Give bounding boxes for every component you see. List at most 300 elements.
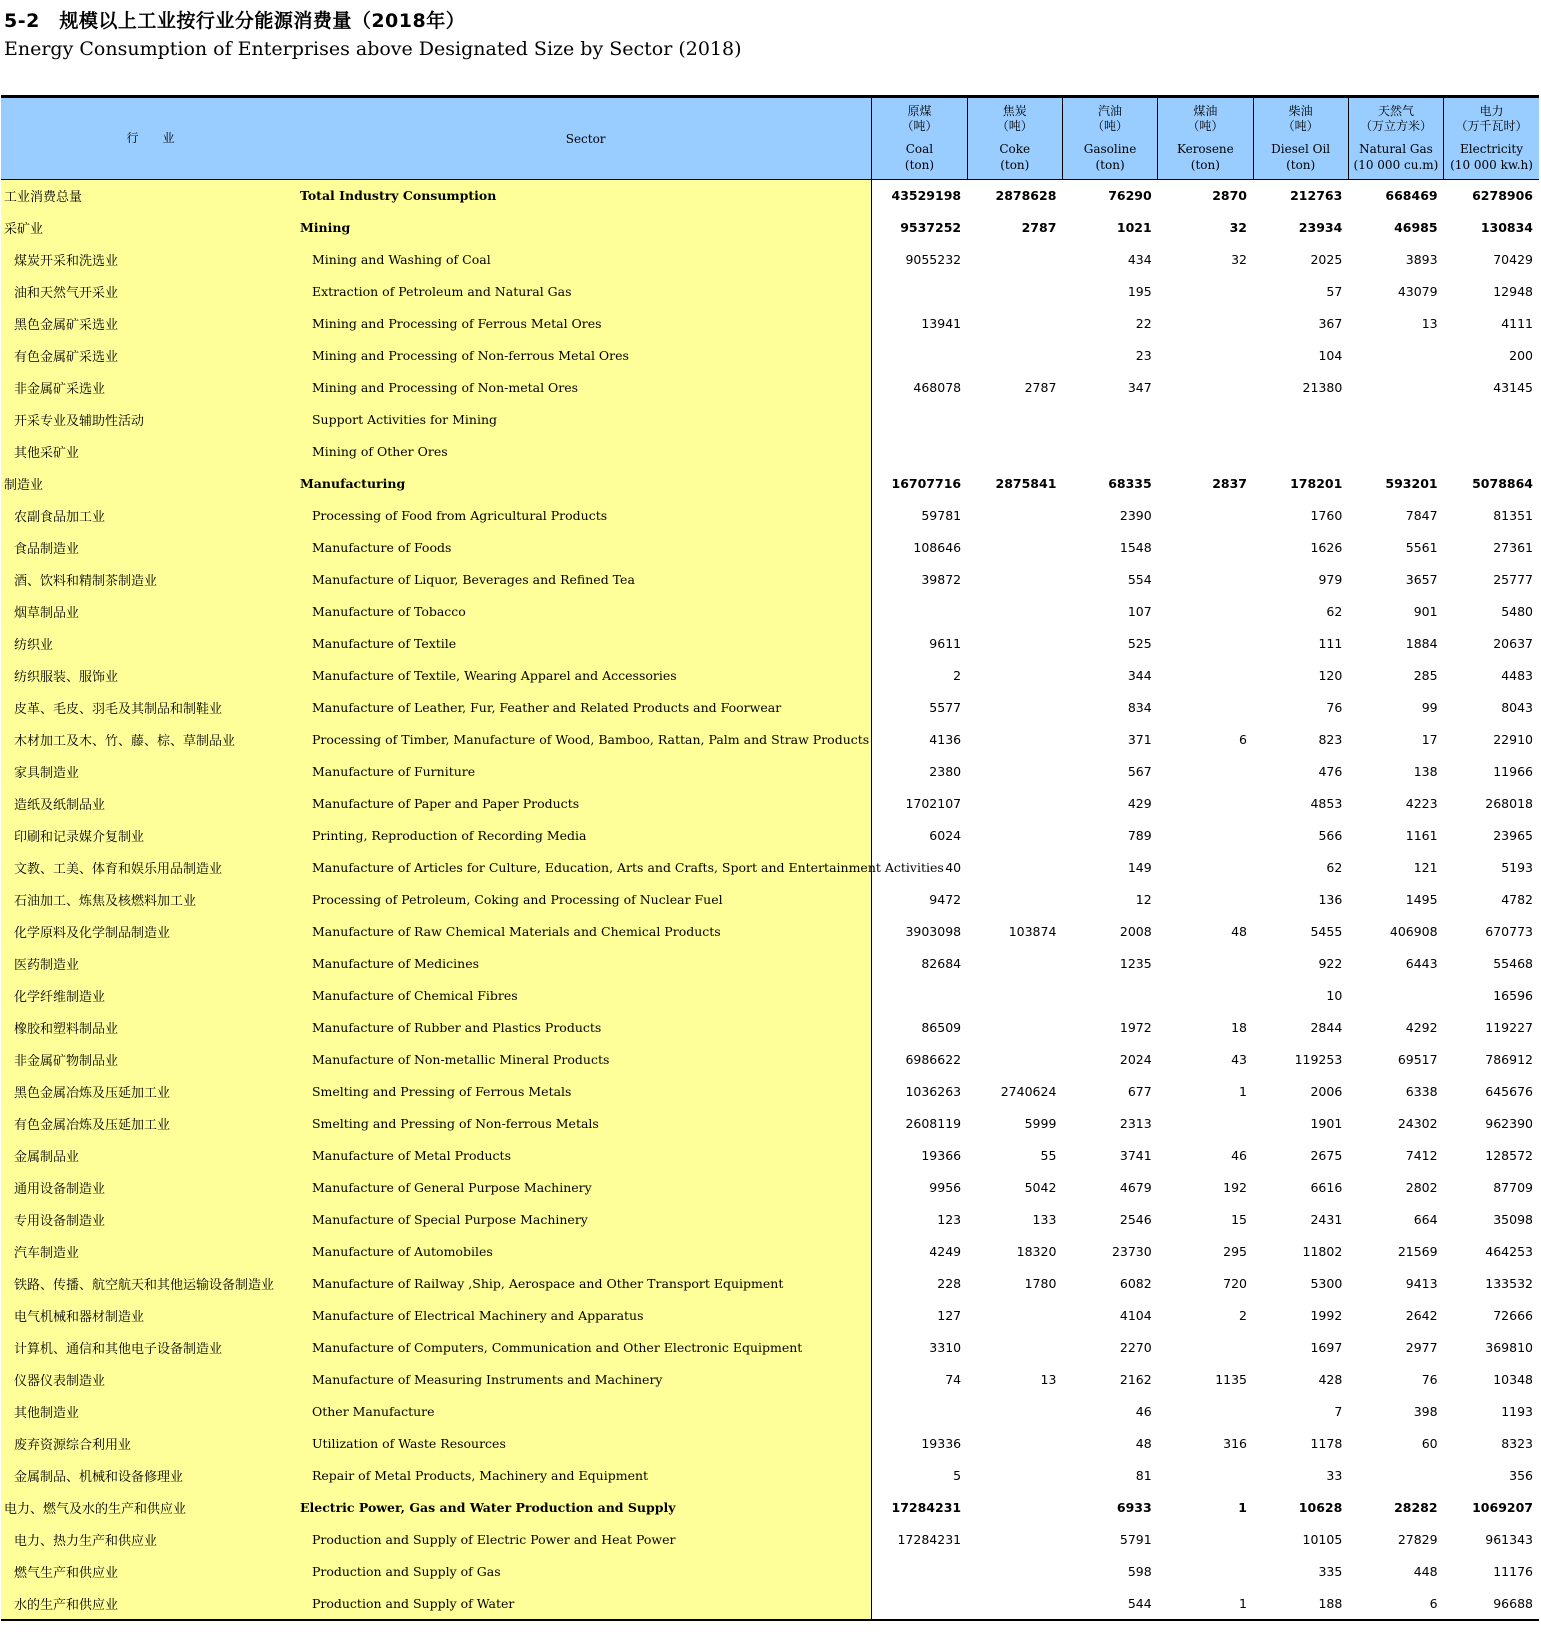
natural-gas-value: 21569 <box>1397 1244 1438 1259</box>
natural-gas-value <box>1348 340 1443 372</box>
gasoline-value: 434 <box>1127 252 1152 267</box>
sector-name-en: Manufacture of Furniture <box>300 756 872 788</box>
gasoline-value: 4104 <box>1119 1308 1152 1323</box>
gasoline-value: 2313 <box>1119 1116 1152 1131</box>
table-row <box>1 692 1539 724</box>
gasoline-value: 429 <box>1127 796 1152 811</box>
table-row <box>1 884 1539 916</box>
gasoline-value: 149 <box>1127 860 1152 875</box>
natural-gas-value: 5561 <box>1405 540 1438 555</box>
sector-name-cn: 酒、饮料和精制茶制造业 <box>1 564 300 596</box>
table-row <box>1 212 1539 244</box>
electricity-value: 10348 <box>1493 1372 1533 1387</box>
sector-name-cn: 纺织服装、服饰业 <box>1 660 300 692</box>
electricity-value: 43145 <box>1493 380 1533 395</box>
coke-value <box>967 692 1062 724</box>
table-row <box>1 1492 1539 1524</box>
natural-gas-value: 43079 <box>1397 284 1438 299</box>
kerosene-value: 316 <box>1223 1436 1247 1451</box>
coal-value: 6986622 <box>905 1052 962 1067</box>
diesel-oil-value: 2006 <box>1310 1084 1343 1099</box>
electricity-value: 11966 <box>1493 764 1533 779</box>
sector-name-en: Extraction of Petroleum and Natural Gas <box>300 276 872 308</box>
natural-gas-value: 28282 <box>1394 1500 1438 1515</box>
gasoline-value: 1972 <box>1119 1020 1152 1035</box>
sector-name-en: Manufacture of Textile, Wearing Apparel and Accessories <box>300 660 872 692</box>
kerosene-value <box>1158 276 1253 308</box>
sector-name-cn: 化学纤维制造业 <box>1 980 300 1012</box>
coal-value <box>872 1588 967 1620</box>
table-row <box>1 1460 1539 1492</box>
coke-value <box>967 276 1062 308</box>
kerosene-value <box>1158 820 1253 852</box>
coal-value: 1702107 <box>905 796 962 811</box>
electricity-value: 200 <box>1509 348 1533 363</box>
electricity-value: 6278906 <box>1472 188 1533 204</box>
natural-gas-value <box>1348 372 1443 404</box>
header-kerosene: 煤油 （吨） Kerosene (ton) <box>1158 97 1253 180</box>
sector-name-en: Smelting and Pressing of Ferrous Metals <box>300 1076 872 1108</box>
diesel-oil-value: 476 <box>1318 764 1343 779</box>
electricity-value: 8323 <box>1501 1436 1533 1451</box>
natural-gas-value: 3657 <box>1405 572 1438 587</box>
coal-value: 108646 <box>913 540 962 555</box>
table-row <box>1 1108 1539 1140</box>
table-row <box>1 724 1539 756</box>
natural-gas-value: 69517 <box>1397 1052 1438 1067</box>
sector-name-en: Manufacture of Foods <box>300 532 872 564</box>
sector-name-en: Manufacture of Electrical Machinery and Apparatus <box>300 1300 872 1332</box>
electricity-value: 464253 <box>1485 1244 1533 1259</box>
natural-gas-value: 2642 <box>1405 1308 1438 1323</box>
coal-value <box>872 1556 967 1588</box>
coke-value: 2875841 <box>995 476 1057 491</box>
gasoline-value: 6933 <box>1116 1500 1152 1515</box>
coal-value: 74 <box>945 1372 962 1387</box>
sector-name-cn: 黑色金属矿采选业 <box>1 308 300 340</box>
kerosene-value <box>1158 884 1253 916</box>
electricity-value: 22910 <box>1493 732 1533 747</box>
coal-value: 3310 <box>929 1340 962 1355</box>
gasoline-value: 554 <box>1127 572 1152 587</box>
sector-name-cn: 电气机械和器材制造业 <box>1 1300 300 1332</box>
natural-gas-value: 664 <box>1413 1212 1438 1227</box>
electricity-value: 1069207 <box>1472 1500 1533 1515</box>
kerosene-value <box>1158 1108 1253 1140</box>
diesel-oil-value: 335 <box>1318 1564 1343 1579</box>
sector-name-cn: 煤炭开采和洗选业 <box>1 244 300 276</box>
table-row <box>1 180 1539 212</box>
natural-gas-value: 3893 <box>1405 252 1438 267</box>
sector-name-en: Manufacture of Textile <box>300 628 872 660</box>
coal-value: 3903098 <box>905 924 962 939</box>
coke-value <box>967 1396 1062 1428</box>
table-row <box>1 532 1539 564</box>
table-row <box>1 1140 1539 1172</box>
electricity-value: 70429 <box>1493 252 1533 267</box>
sector-name-cn: 专用设备制造业 <box>1 1204 300 1236</box>
kerosene-value <box>1158 1556 1253 1588</box>
table-row <box>1 244 1539 276</box>
gasoline-value <box>1062 436 1157 468</box>
table-row <box>1 1044 1539 1076</box>
diesel-oil-value <box>1253 404 1348 436</box>
coke-value <box>967 820 1062 852</box>
natural-gas-value: 7847 <box>1405 508 1438 523</box>
gasoline-value: 46 <box>1135 1404 1152 1419</box>
coal-value: 9537252 <box>900 220 962 235</box>
diesel-oil-value: 5455 <box>1310 924 1343 939</box>
coal-value: 17284231 <box>891 1500 962 1515</box>
electricity-value: 4483 <box>1501 668 1533 683</box>
coal-value: 9472 <box>929 892 962 907</box>
gasoline-value: 344 <box>1127 668 1152 683</box>
diesel-oil-value: 76 <box>1326 700 1343 715</box>
diesel-oil-value: 5300 <box>1310 1276 1343 1291</box>
table-row <box>1 596 1539 628</box>
electricity-value: 4111 <box>1501 316 1533 331</box>
sector-name-en: Processing of Petroleum, Coking and Processing of Nuclear Fuel <box>300 884 872 916</box>
sector-name-en: Manufacture of Raw Chemical Materials and Chemical Products <box>300 916 872 948</box>
kerosene-value <box>1158 404 1253 436</box>
sector-name-en: Processing of Food from Agricultural Products <box>300 500 872 532</box>
coal-value: 43529198 <box>891 188 962 204</box>
electricity-value: 23965 <box>1493 828 1533 843</box>
electricity-value: 8043 <box>1501 700 1533 715</box>
natural-gas-value: 7412 <box>1405 1148 1438 1163</box>
sector-name-cn: 电力、热力生产和供应业 <box>1 1524 300 1556</box>
table-row <box>1 1556 1539 1588</box>
sector-name-cn: 化学原料及化学制品制造业 <box>1 916 300 948</box>
kerosene-value: 192 <box>1223 1180 1247 1195</box>
sector-name-en: Manufacture of Leather, Fur, Feather and Related Products and Foorwear <box>300 692 872 724</box>
natural-gas-value: 448 <box>1413 1564 1438 1579</box>
natural-gas-value: 6 <box>1429 1595 1438 1611</box>
sector-name-cn: 废弃资源综合利用业 <box>1 1428 300 1460</box>
diesel-oil-value: 823 <box>1318 732 1343 747</box>
coke-value <box>967 756 1062 788</box>
sector-name-cn: 金属制品业 <box>1 1140 300 1172</box>
coke-value: 13 <box>1040 1372 1057 1387</box>
sector-name-en: Manufacture of Rubber and Plastics Products <box>300 1012 872 1044</box>
kerosene-value <box>1158 756 1253 788</box>
coal-value: 6024 <box>929 828 962 843</box>
coal-value: 2380 <box>929 764 962 779</box>
electricity-value: 87709 <box>1493 1180 1533 1195</box>
kerosene-value: 2 <box>1239 1308 1247 1323</box>
diesel-oil-value: 212763 <box>1290 188 1343 204</box>
diesel-oil-value: 10 <box>1326 988 1343 1003</box>
diesel-oil-value: 2675 <box>1310 1148 1343 1163</box>
sector-name-cn: 其他制造业 <box>1 1396 300 1428</box>
diesel-oil-value: 104 <box>1318 348 1343 363</box>
table-row <box>1 500 1539 532</box>
coal-value: 82684 <box>921 956 962 971</box>
gasoline-value: 4679 <box>1119 1180 1152 1195</box>
electricity-value: 128572 <box>1485 1148 1533 1163</box>
header-diesel-oil: 柴油 （吨） Diesel Oil (ton) <box>1253 97 1348 180</box>
sector-name-cn: 纺织业 <box>1 628 300 660</box>
electricity-value: 81351 <box>1493 508 1533 523</box>
coke-value <box>967 1332 1062 1364</box>
gasoline-value: 12 <box>1135 892 1152 907</box>
kerosene-value <box>1158 1524 1253 1556</box>
sector-name-en: Repair of Metal Products, Machinery and Equipment <box>300 1460 872 1492</box>
electricity-value: 645676 <box>1485 1084 1533 1099</box>
electricity-value: 356 <box>1509 1468 1533 1483</box>
diesel-oil-value: 1697 <box>1310 1340 1343 1355</box>
sector-name-en: Manufacture of Computers, Communication and Other Electronic Equipment <box>300 1332 872 1364</box>
electricity-value: 72666 <box>1493 1308 1533 1323</box>
energy-consumption-table <box>1 95 1539 1621</box>
coal-value: 9611 <box>929 636 962 651</box>
coke-value: 2787 <box>1021 220 1057 235</box>
sector-name-cn: 文教、工美、体育和娱乐用品制造业 <box>1 852 300 884</box>
kerosene-value <box>1158 308 1253 340</box>
natural-gas-value: 1884 <box>1405 636 1438 651</box>
diesel-oil-value: 1178 <box>1310 1436 1343 1451</box>
electricity-value: 268018 <box>1485 796 1533 811</box>
coal-value <box>872 404 967 436</box>
natural-gas-value: 1161 <box>1405 828 1438 843</box>
electricity-value <box>1444 436 1539 468</box>
sector-name-cn: 其他采矿业 <box>1 436 300 468</box>
table-row <box>1 1268 1539 1300</box>
coal-value <box>872 340 967 372</box>
coal-value: 59781 <box>921 508 962 523</box>
sector-name-en: Manufacture of Metal Products <box>300 1140 872 1172</box>
natural-gas-value: 24302 <box>1397 1116 1438 1131</box>
diesel-oil-value: 136 <box>1318 892 1343 907</box>
sector-name-en: Manufacture of Special Purpose Machinery <box>300 1204 872 1236</box>
table-row <box>1 564 1539 596</box>
kerosene-value: 295 <box>1223 1244 1247 1259</box>
gasoline-value: 5791 <box>1119 1532 1152 1547</box>
sector-name-en: Total Industry Consumption <box>300 180 872 212</box>
table-header-row <box>1 97 1539 180</box>
sector-name-cn: 橡胶和塑料制品业 <box>1 1012 300 1044</box>
table-row <box>1 276 1539 308</box>
table-row <box>1 948 1539 980</box>
kerosene-value: 6 <box>1239 732 1247 747</box>
electricity-value: 786912 <box>1485 1052 1533 1067</box>
kerosene-value <box>1158 660 1253 692</box>
natural-gas-value: 76 <box>1421 1372 1438 1387</box>
table-row <box>1 1172 1539 1204</box>
natural-gas-value: 406908 <box>1389 924 1438 939</box>
electricity-value: 25777 <box>1493 572 1533 587</box>
diesel-oil-value: 1901 <box>1310 1116 1343 1131</box>
coke-value <box>967 404 1062 436</box>
electricity-value: 961343 <box>1485 1532 1533 1547</box>
kerosene-value: 15 <box>1231 1212 1247 1227</box>
coke-value: 2787 <box>1024 380 1057 395</box>
electricity-value: 369810 <box>1485 1340 1533 1355</box>
sector-name-cn: 燃气生产和供应业 <box>1 1556 300 1588</box>
kerosene-value <box>1158 948 1253 980</box>
coal-value: 4249 <box>929 1244 962 1259</box>
coke-value: 5999 <box>1024 1116 1057 1131</box>
sector-name-cn: 造纸及纸制品业 <box>1 788 300 820</box>
sector-name-cn: 家具制造业 <box>1 756 300 788</box>
natural-gas-value: 17 <box>1421 732 1438 747</box>
sector-name-cn: 制造业 <box>1 468 300 500</box>
table-row <box>1 1332 1539 1364</box>
coal-value: 86509 <box>921 1020 962 1035</box>
diesel-oil-value: 23934 <box>1298 220 1343 235</box>
kerosene-value <box>1158 788 1253 820</box>
coal-value: 40 <box>945 860 962 875</box>
coal-value <box>872 596 967 628</box>
coke-value <box>967 628 1062 660</box>
electricity-value: 35098 <box>1493 1212 1533 1227</box>
natural-gas-value: 46985 <box>1394 220 1438 235</box>
coke-value <box>967 1556 1062 1588</box>
kerosene-value <box>1158 564 1253 596</box>
sector-name-en: Manufacture of Liquor, Beverages and Refined Tea <box>300 564 872 596</box>
coal-value: 1036263 <box>905 1084 962 1099</box>
coal-value: 39872 <box>921 572 962 587</box>
sector-name-cn: 水的生产和供应业 <box>1 1588 300 1620</box>
electricity-value <box>1444 404 1539 436</box>
coal-value: 127 <box>937 1308 962 1323</box>
sector-name-cn: 印刷和记录媒介复制业 <box>1 820 300 852</box>
sector-name-cn: 黑色金属冶炼及压延加工业 <box>1 1076 300 1108</box>
kerosene-value: 32 <box>1231 252 1247 267</box>
gasoline-value: 1548 <box>1119 540 1152 555</box>
sector-name-en: Smelting and Pressing of Non-ferrous Metals <box>300 1108 872 1140</box>
sector-name-en: Mining and Processing of Non-ferrous Metal Ores <box>300 340 872 372</box>
gasoline-value: 23730 <box>1111 1244 1152 1259</box>
table-row <box>1 660 1539 692</box>
electricity-value: 96688 <box>1493 1595 1533 1611</box>
sector-name-en: Other Manufacture <box>300 1396 872 1428</box>
diesel-oil-value: 178201 <box>1290 476 1343 491</box>
kerosene-value <box>1158 1396 1253 1428</box>
table-row <box>1 980 1539 1012</box>
table-body <box>1 180 1539 1620</box>
table-row <box>1 308 1539 340</box>
table-row <box>1 1012 1539 1044</box>
gasoline-value: 347 <box>1127 380 1152 395</box>
sector-name-en: Manufacturing <box>300 468 872 500</box>
gasoline-value: 2024 <box>1119 1052 1152 1067</box>
sector-name-en: Production and Supply of Water <box>300 1588 872 1620</box>
gasoline-value: 76290 <box>1108 188 1152 204</box>
diesel-oil-value: 10628 <box>1298 1500 1343 1515</box>
sector-name-en: Manufacture of Automobiles <box>300 1236 872 1268</box>
sector-name-en: Manufacture of Articles for Culture, Education, Arts and Crafts, Sport and Entertainment Activities <box>300 852 872 884</box>
natural-gas-value <box>1348 436 1443 468</box>
table-row <box>1 1396 1539 1428</box>
header-natural-gas: 天然气 （万立方米） Natural Gas (10 000 cu.m) <box>1348 97 1443 180</box>
diesel-oil-value: 1992 <box>1310 1308 1343 1323</box>
table-row <box>1 340 1539 372</box>
diesel-oil-value: 1626 <box>1310 540 1343 555</box>
gasoline-value: 834 <box>1127 700 1152 715</box>
diesel-oil-value: 11802 <box>1302 1244 1343 1259</box>
sector-name-cn: 石油加工、炼焦及核燃料加工业 <box>1 884 300 916</box>
diesel-oil-value: 922 <box>1318 956 1343 971</box>
coal-value: 17284231 <box>897 1532 962 1547</box>
sector-name-cn: 非金属矿采选业 <box>1 372 300 404</box>
gasoline-value: 195 <box>1127 284 1152 299</box>
sector-name-en: Manufacture of Medicines <box>300 948 872 980</box>
sector-name-en: Printing, Reproduction of Recording Media <box>300 820 872 852</box>
sector-name-en: Manufacture of General Purpose Machinery <box>300 1172 872 1204</box>
coal-value <box>872 980 967 1012</box>
coal-value: 468078 <box>913 380 962 395</box>
gasoline-value <box>1062 980 1157 1012</box>
natural-gas-value: 1495 <box>1405 892 1438 907</box>
electricity-value: 5078864 <box>1472 476 1533 491</box>
table-row <box>1 1364 1539 1396</box>
natural-gas-value: 138 <box>1413 764 1438 779</box>
electricity-value: 11176 <box>1493 1564 1533 1579</box>
diesel-oil-value: 4853 <box>1310 796 1343 811</box>
sector-name-cn: 电力、燃气及水的生产和供应业 <box>1 1492 300 1524</box>
gasoline-value: 2270 <box>1119 1340 1152 1355</box>
coal-value: 123 <box>937 1212 962 1227</box>
sector-name-en: Processing of Timber, Manufacture of Wood, Bamboo, Rattan, Palm and Straw Products <box>300 724 872 756</box>
natural-gas-value <box>1348 980 1443 1012</box>
table-row <box>1 852 1539 884</box>
sector-name-cn: 铁路、传播、航空航天和其他运输设备制造业 <box>1 1268 300 1300</box>
kerosene-value <box>1158 1460 1253 1492</box>
sector-name-cn: 有色金属冶炼及压延加工业 <box>1 1108 300 1140</box>
header-coke: 焦炭 （吨） Coke (ton) <box>967 97 1062 180</box>
coal-value <box>872 436 967 468</box>
table-row <box>1 756 1539 788</box>
natural-gas-value: 6338 <box>1405 1084 1438 1099</box>
gasoline-value: 677 <box>1127 1084 1152 1099</box>
electricity-value: 130834 <box>1480 220 1533 235</box>
sector-name-cn: 通用设备制造业 <box>1 1172 300 1204</box>
electricity-value: 12948 <box>1493 284 1533 299</box>
gasoline-value: 6082 <box>1119 1276 1152 1291</box>
kerosene-value: 48 <box>1231 924 1247 939</box>
coke-value <box>967 308 1062 340</box>
gasoline-value <box>1062 404 1157 436</box>
coke-value: 2878628 <box>995 188 1057 204</box>
natural-gas-value: 2977 <box>1405 1340 1438 1355</box>
gasoline-value: 2390 <box>1119 508 1152 523</box>
kerosene-value <box>1158 596 1253 628</box>
electricity-value: 20637 <box>1493 636 1533 651</box>
coal-value: 2608119 <box>905 1116 962 1131</box>
coke-value <box>967 1460 1062 1492</box>
natural-gas-value: 901 <box>1413 604 1438 619</box>
sector-name-cn: 烟草制品业 <box>1 596 300 628</box>
kerosene-value: 18 <box>1231 1020 1247 1035</box>
sector-name-en: Manufacture of Non-metallic Mineral Products <box>300 1044 872 1076</box>
coke-value <box>967 660 1062 692</box>
sector-name-cn: 金属制品、机械和设备修理业 <box>1 1460 300 1492</box>
sector-name-cn: 医药制造业 <box>1 948 300 980</box>
coal-value: 4136 <box>929 732 962 747</box>
natural-gas-value: 593201 <box>1385 476 1438 491</box>
natural-gas-value: 60 <box>1421 1436 1438 1451</box>
coke-value <box>967 788 1062 820</box>
table-row <box>1 1588 1539 1620</box>
electricity-value: 119227 <box>1485 1020 1533 1035</box>
diesel-oil-value: 21380 <box>1302 380 1343 395</box>
coke-value <box>967 1524 1062 1556</box>
sector-name-cn: 工业消费总量 <box>1 180 300 212</box>
kerosene-value: 1 <box>1239 1595 1247 1611</box>
coke-value: 18320 <box>1016 1244 1057 1259</box>
gasoline-value: 2162 <box>1119 1372 1152 1387</box>
